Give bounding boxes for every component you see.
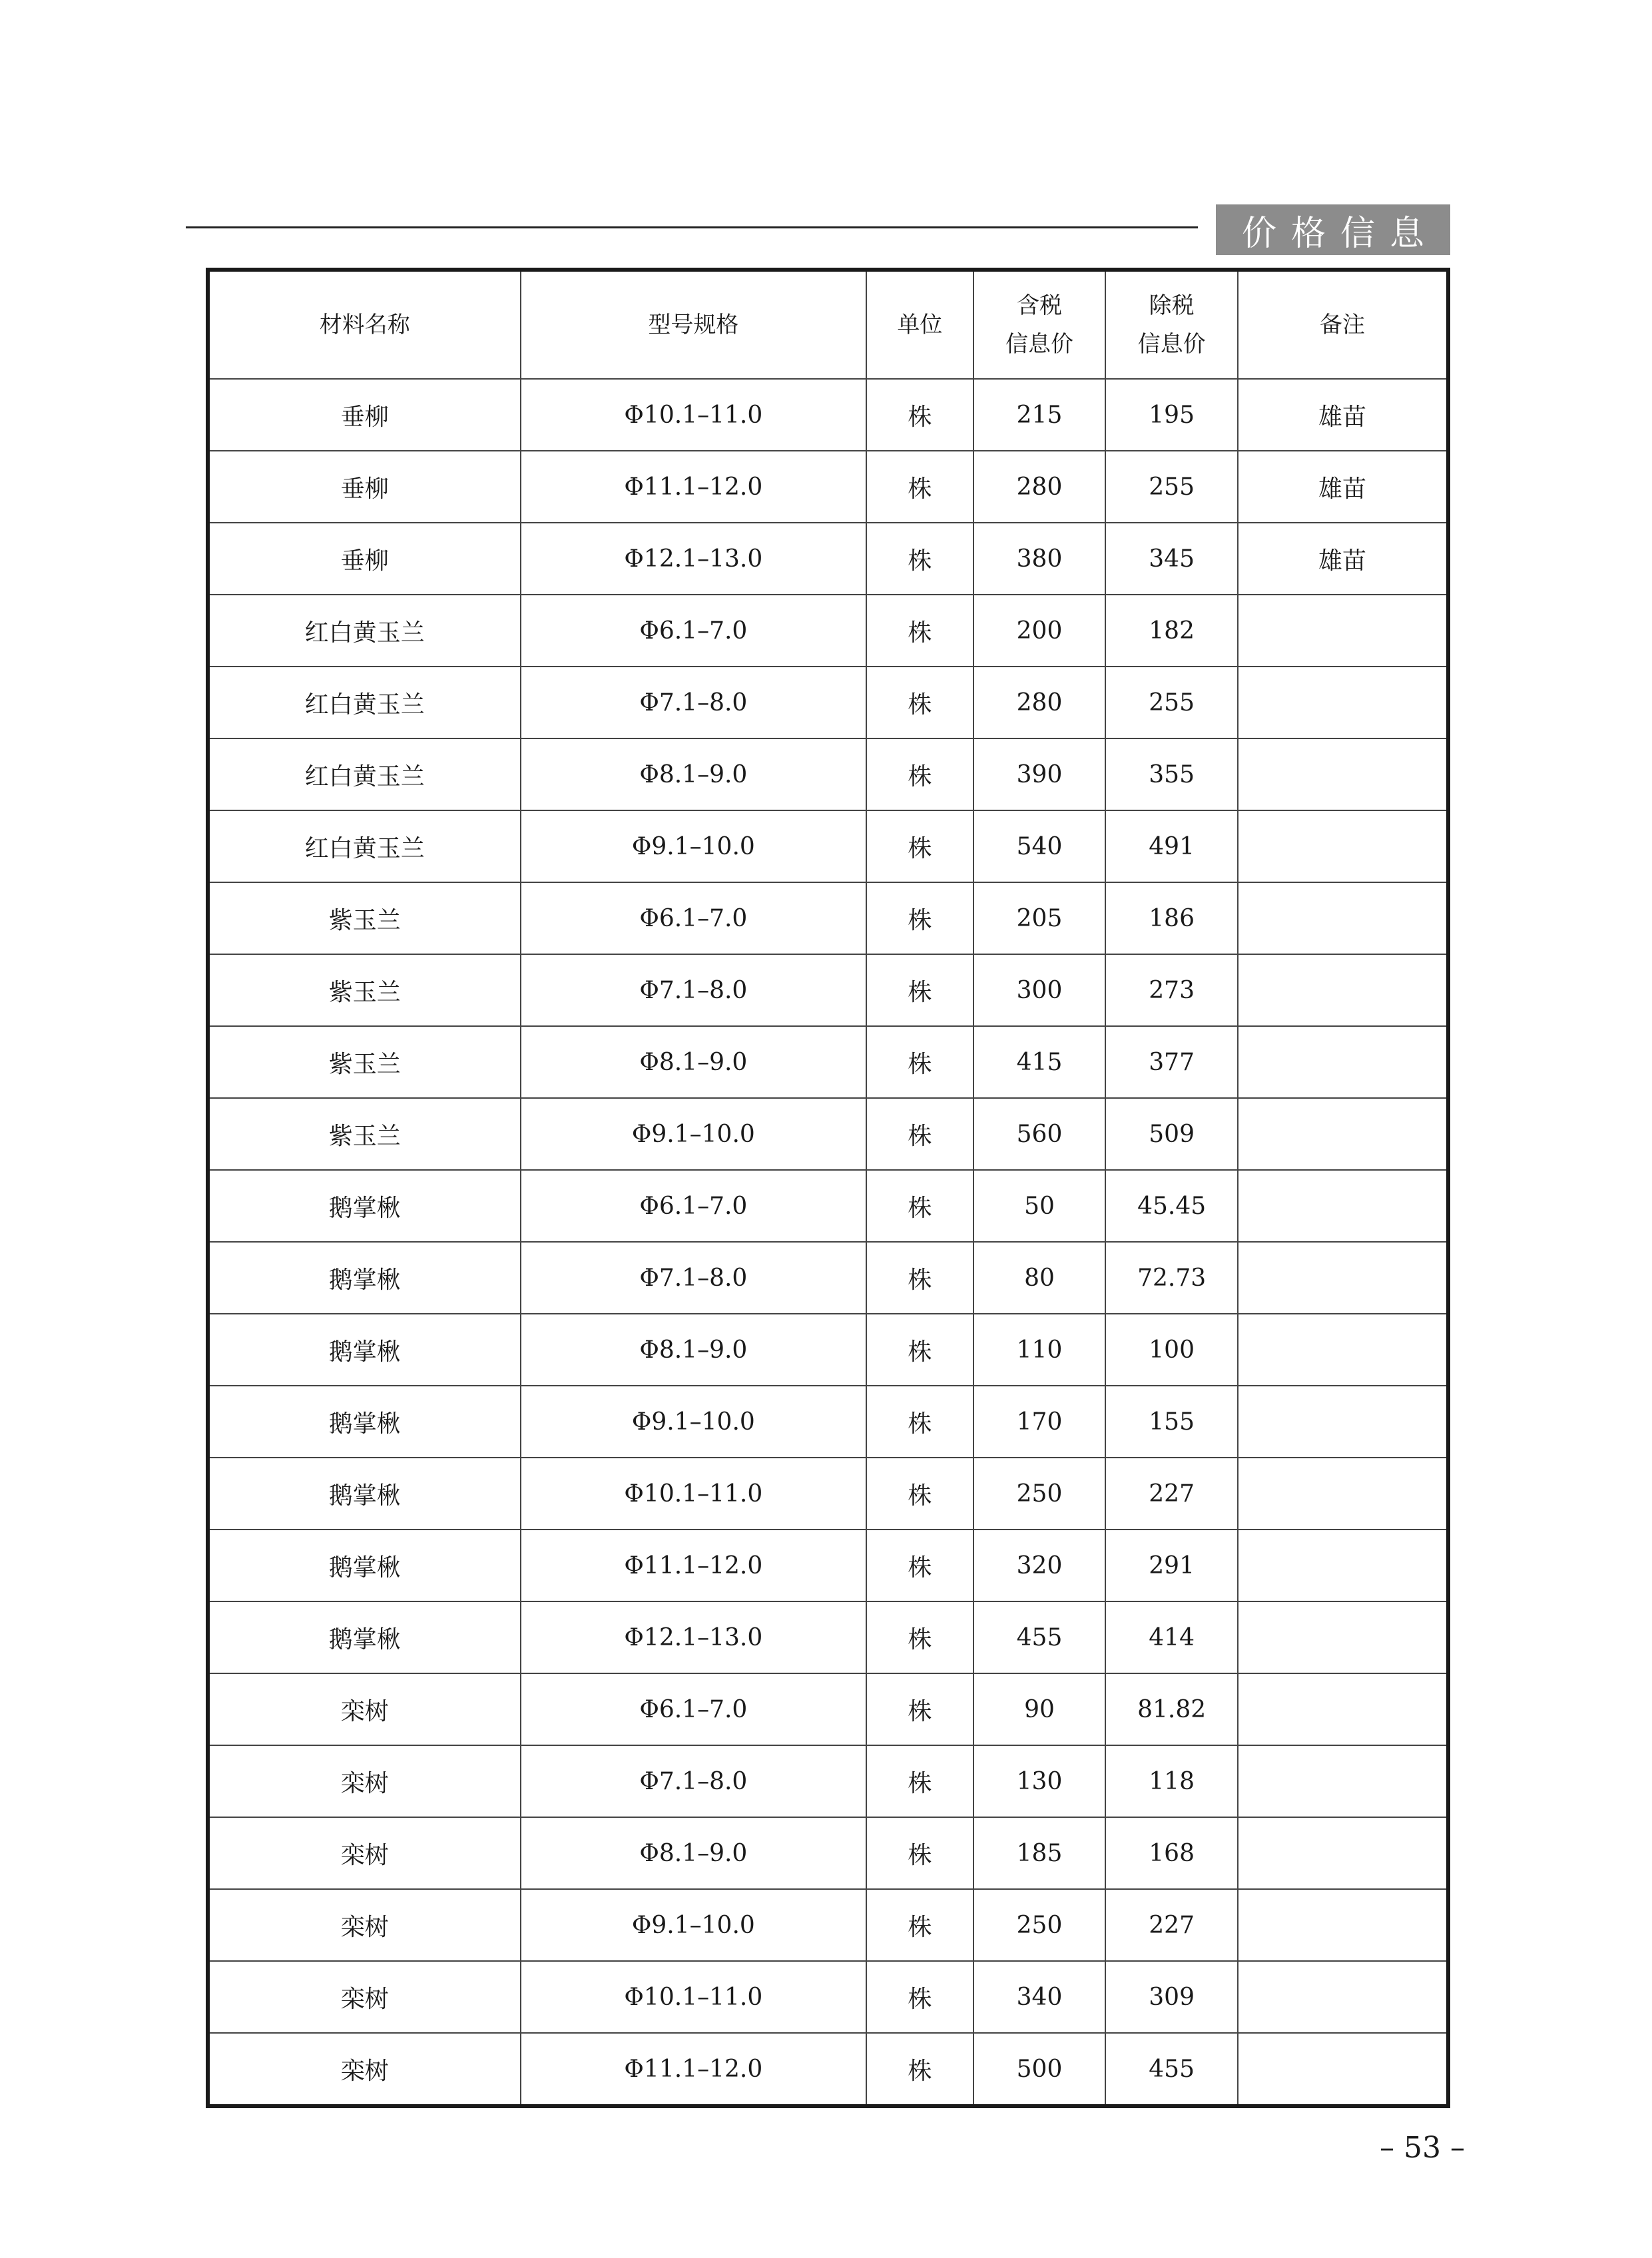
price-notax-cell: 355 (1105, 738, 1238, 810)
table-row (208, 882, 1448, 954)
price-tax-cell: 340 (973, 1961, 1106, 2033)
unit-cell: 株 (866, 1961, 973, 2033)
table-row (208, 1889, 1448, 1961)
material-name-cell: 紫玉兰 (208, 954, 521, 1026)
material-name-cell: 鹅掌楸 (208, 1458, 521, 1530)
remark-cell (1238, 1026, 1448, 1098)
unit-cell: 株 (866, 954, 973, 1026)
material-name-cell: 栾树 (208, 1817, 521, 1889)
unit-cell: 株 (866, 738, 973, 810)
price-notax-cell: 227 (1105, 1889, 1238, 1961)
price-notax-cell: 186 (1105, 882, 1238, 954)
spec-cell: Φ9.1–10.0 (521, 1386, 867, 1458)
spec-cell: Φ11.1–12.0 (521, 451, 867, 523)
remark-cell (1238, 810, 1448, 882)
spec-cell: Φ9.1–10.0 (521, 810, 867, 882)
unit-cell: 株 (866, 667, 973, 738)
remark-cell (1238, 1458, 1448, 1530)
spec-cell: Φ6.1–7.0 (521, 1673, 867, 1745)
spec-cell: Φ12.1–13.0 (521, 1601, 867, 1673)
table-row (208, 1745, 1448, 1817)
material-name-cell: 垂柳 (208, 523, 521, 595)
price-tax-cell: 205 (973, 882, 1106, 954)
price-notax-cell: 118 (1105, 1745, 1238, 1817)
price-tax-cell: 110 (973, 1314, 1106, 1386)
spec-cell: Φ11.1–12.0 (521, 2033, 867, 2106)
material-name-cell: 鹅掌楸 (208, 1530, 521, 1601)
spec-cell: Φ7.1–8.0 (521, 1745, 867, 1817)
table-header-row (208, 270, 1448, 379)
spec-cell: Φ10.1–11.0 (521, 1458, 867, 1530)
material-name-cell: 栾树 (208, 1889, 521, 1961)
remark-cell (1238, 1745, 1448, 1817)
price-notax-cell: 195 (1105, 379, 1238, 451)
unit-cell: 株 (866, 810, 973, 882)
table-row (208, 1817, 1448, 1889)
material-name-cell: 垂柳 (208, 451, 521, 523)
remark-cell (1238, 1889, 1448, 1961)
table-body (208, 379, 1448, 2106)
price-tax-cell: 320 (973, 1530, 1106, 1601)
remark-cell (1238, 954, 1448, 1026)
unit-cell: 株 (866, 451, 973, 523)
price-notax-cell: 345 (1105, 523, 1238, 595)
material-name-cell: 垂柳 (208, 379, 521, 451)
material-name-cell: 鹅掌楸 (208, 1386, 521, 1458)
unit-cell: 株 (866, 1458, 973, 1530)
spec-cell: Φ6.1–7.0 (521, 595, 867, 667)
unit-cell: 株 (866, 1889, 973, 1961)
unit-cell: 株 (866, 379, 973, 451)
unit-cell: 株 (866, 1817, 973, 1889)
unit-cell: 株 (866, 1242, 973, 1314)
spec-cell: Φ8.1–9.0 (521, 1314, 867, 1386)
spec-cell: Φ8.1–9.0 (521, 738, 867, 810)
price-notax-cell: 309 (1105, 1961, 1238, 2033)
unit-cell: 株 (866, 1673, 973, 1745)
remark-cell (1238, 667, 1448, 738)
price-notax-cell: 227 (1105, 1458, 1238, 1530)
unit-cell: 株 (866, 595, 973, 667)
col-header-price-tax: 含税 信息价 (973, 270, 1106, 379)
table-row (208, 1026, 1448, 1098)
col-header-spec: 型号规格 (521, 270, 867, 379)
remark-cell: 雄苗 (1238, 379, 1448, 451)
price-notax-cell: 81.82 (1105, 1673, 1238, 1745)
table-row (208, 1386, 1448, 1458)
remark-cell (1238, 738, 1448, 810)
table-row (208, 1170, 1448, 1242)
unit-cell: 株 (866, 1530, 973, 1601)
spec-cell: Φ9.1–10.0 (521, 1098, 867, 1170)
spec-cell: Φ10.1–11.0 (521, 379, 867, 451)
unit-cell: 株 (866, 523, 973, 595)
price-notax-cell: 168 (1105, 1817, 1238, 1889)
material-name-cell: 鹅掌楸 (208, 1170, 521, 1242)
remark-cell: 雄苗 (1238, 523, 1448, 595)
table-row (208, 379, 1448, 451)
remark-cell (1238, 1098, 1448, 1170)
price-notax-cell: 509 (1105, 1098, 1238, 1170)
spec-cell: Φ9.1–10.0 (521, 1889, 867, 1961)
remark-cell: 雄苗 (1238, 451, 1448, 523)
price-tax-cell: 390 (973, 738, 1106, 810)
price-tax-cell: 540 (973, 810, 1106, 882)
spec-cell: Φ6.1–7.0 (521, 1170, 867, 1242)
material-name-cell: 栾树 (208, 1961, 521, 2033)
remark-cell (1238, 1170, 1448, 1242)
unit-cell: 株 (866, 1314, 973, 1386)
price-tax-cell: 170 (973, 1386, 1106, 1458)
remark-cell (1238, 1673, 1448, 1745)
price-tax-cell: 415 (973, 1026, 1106, 1098)
col-header-material-name: 材料名称 (208, 270, 521, 379)
table-row (208, 1601, 1448, 1673)
price-tax-cell: 280 (973, 667, 1106, 738)
price-tax-cell: 560 (973, 1098, 1106, 1170)
material-name-cell: 栾树 (208, 1745, 521, 1817)
price-tax-cell: 200 (973, 595, 1106, 667)
price-notax-cell: 273 (1105, 954, 1238, 1026)
table-row (208, 1961, 1448, 2033)
unit-cell: 株 (866, 1170, 973, 1242)
material-name-cell: 红白黄玉兰 (208, 810, 521, 882)
price-table (206, 268, 1450, 2108)
price-notax-cell: 182 (1105, 595, 1238, 667)
remark-cell (1238, 1386, 1448, 1458)
page-number: – 53 – (1380, 2131, 1465, 2165)
price-notax-cell: 491 (1105, 810, 1238, 882)
spec-cell: Φ7.1–8.0 (521, 954, 867, 1026)
material-name-cell: 红白黄玉兰 (208, 595, 521, 667)
unit-cell: 株 (866, 1026, 973, 1098)
price-notax-cell: 255 (1105, 667, 1238, 738)
price-tax-cell: 300 (973, 954, 1106, 1026)
material-name-cell: 鹅掌楸 (208, 1242, 521, 1314)
table-row (208, 738, 1448, 810)
header-rule (186, 226, 1198, 228)
price-notax-cell: 45.45 (1105, 1170, 1238, 1242)
unit-cell: 株 (866, 1601, 973, 1673)
price-notax-cell: 377 (1105, 1026, 1238, 1098)
spec-cell: Φ8.1–9.0 (521, 1026, 867, 1098)
table-row (208, 1530, 1448, 1601)
spec-cell: Φ8.1–9.0 (521, 1817, 867, 1889)
price-tax-cell: 50 (973, 1170, 1106, 1242)
price-tax-cell: 380 (973, 523, 1106, 595)
unit-cell: 株 (866, 2033, 973, 2106)
remark-cell (1238, 1242, 1448, 1314)
price-notax-cell: 72.73 (1105, 1242, 1238, 1314)
section-title: 价格信息 (1216, 204, 1450, 255)
price-notax-cell: 291 (1105, 1530, 1238, 1601)
material-name-cell: 栾树 (208, 1673, 521, 1745)
price-tax-cell: 80 (973, 1242, 1106, 1314)
table-row (208, 1098, 1448, 1170)
price-notax-cell: 414 (1105, 1601, 1238, 1673)
unit-cell: 株 (866, 882, 973, 954)
material-name-cell: 鹅掌楸 (208, 1601, 521, 1673)
price-tax-cell: 185 (973, 1817, 1106, 1889)
spec-cell: Φ7.1–8.0 (521, 667, 867, 738)
remark-cell (1238, 595, 1448, 667)
col-header-unit: 单位 (866, 270, 973, 379)
price-tax-cell: 130 (973, 1745, 1106, 1817)
remark-cell (1238, 1961, 1448, 2033)
remark-cell (1238, 882, 1448, 954)
table-row (208, 523, 1448, 595)
col-header-price-notax: 除税 信息价 (1105, 270, 1238, 379)
material-name-cell: 红白黄玉兰 (208, 738, 521, 810)
remark-cell (1238, 1314, 1448, 1386)
remark-cell (1238, 1530, 1448, 1601)
material-name-cell: 鹅掌楸 (208, 1314, 521, 1386)
table-row (208, 1673, 1448, 1745)
spec-cell: Φ7.1–8.0 (521, 1242, 867, 1314)
table-row (208, 810, 1448, 882)
price-notax-cell: 455 (1105, 2033, 1238, 2106)
remark-cell (1238, 1601, 1448, 1673)
table-row (208, 1314, 1448, 1386)
price-notax-cell: 100 (1105, 1314, 1238, 1386)
table-row (208, 2033, 1448, 2106)
price-tax-cell: 455 (973, 1601, 1106, 1673)
unit-cell: 株 (866, 1386, 973, 1458)
table-row (208, 595, 1448, 667)
price-tax-cell: 280 (973, 451, 1106, 523)
table-row (208, 954, 1448, 1026)
table-row (208, 1458, 1448, 1530)
price-notax-cell: 155 (1105, 1386, 1238, 1458)
material-name-cell: 红白黄玉兰 (208, 667, 521, 738)
material-name-cell: 紫玉兰 (208, 1026, 521, 1098)
price-notax-cell: 255 (1105, 451, 1238, 523)
price-tax-cell: 500 (973, 2033, 1106, 2106)
table-row (208, 667, 1448, 738)
price-tax-cell: 90 (973, 1673, 1106, 1745)
remark-cell (1238, 2033, 1448, 2106)
remark-cell (1238, 1817, 1448, 1889)
price-tax-cell: 250 (973, 1889, 1106, 1961)
spec-cell: Φ6.1–7.0 (521, 882, 867, 954)
table-row (208, 451, 1448, 523)
price-tax-cell: 250 (973, 1458, 1106, 1530)
table-row (208, 1242, 1448, 1314)
material-name-cell: 紫玉兰 (208, 1098, 521, 1170)
unit-cell: 株 (866, 1098, 973, 1170)
material-name-cell: 栾树 (208, 2033, 521, 2106)
material-name-cell: 紫玉兰 (208, 882, 521, 954)
unit-cell: 株 (866, 1745, 973, 1817)
price-tax-cell: 215 (973, 379, 1106, 451)
spec-cell: Φ11.1–12.0 (521, 1530, 867, 1601)
spec-cell: Φ10.1–11.0 (521, 1961, 867, 2033)
spec-cell: Φ12.1–13.0 (521, 523, 867, 595)
col-header-remark: 备注 (1238, 270, 1448, 379)
